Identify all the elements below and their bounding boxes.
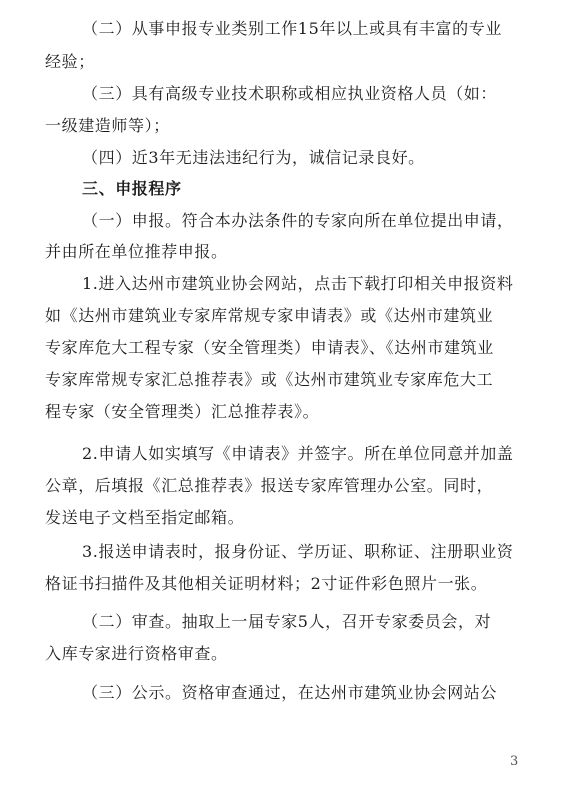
- text-line: 并由所在单位推荐申报。: [45, 242, 228, 261]
- section-heading: 三、申报程序: [82, 179, 182, 198]
- text-line: 公章，后填报《汇总推荐表》报送专家库管理办公室。同时，: [45, 476, 494, 495]
- page-number: 3: [510, 754, 519, 769]
- text-line: （三）公示。资格审查通过，在达州市建筑业协会网站公: [82, 683, 498, 702]
- text-line: 程专家（安全管理类）汇总推荐表》。: [45, 402, 320, 421]
- text-line: （二）从事申报专业类别工作15年以上或具有丰富的专业: [82, 19, 502, 38]
- text-line: 发送电子文档至指定邮箱。: [45, 508, 245, 527]
- text-line: 专家库危大工程专家（安全管理类）申请表》、《达州市建筑业: [45, 338, 494, 357]
- text-line: 2.申请人如实填写《申请表》并签字。所在单位同意并加盖: [82, 444, 514, 463]
- text-line: 格证书扫描件及其他相关证明材料；2寸证件彩色照片一张。: [45, 574, 488, 593]
- text-line: 专家库常规专家汇总推荐表》或《达州市建筑业专家库危大工: [45, 370, 494, 389]
- text-line: 一级建造师等）；: [45, 116, 170, 135]
- text-line: 如《达州市建筑业专家库常规专家申请表》或《达州市建筑业: [45, 306, 494, 325]
- text-line: 经验；: [45, 52, 95, 71]
- text-line: 3.报送申请表时，报身份证、学历证、职称证、注册职业资: [82, 542, 514, 561]
- text-line: （三）具有高级专业技术职称或相应执业资格人员（如：: [82, 84, 498, 103]
- text-line: （二）审查。抽取上一届专家5人，召开专家委员会，对: [82, 612, 492, 631]
- text-line: （一）申报。符合本办法条件的专家向所在单位提出申请，: [82, 211, 514, 230]
- text-line: 入库专家进行资格审查。: [45, 644, 228, 663]
- text-line: （四）近3年无违法违纪行为，诚信记录良好。: [82, 148, 425, 167]
- text-line: 1.进入达州市建筑业协会网站，点击下载打印相关申报资料: [82, 274, 514, 293]
